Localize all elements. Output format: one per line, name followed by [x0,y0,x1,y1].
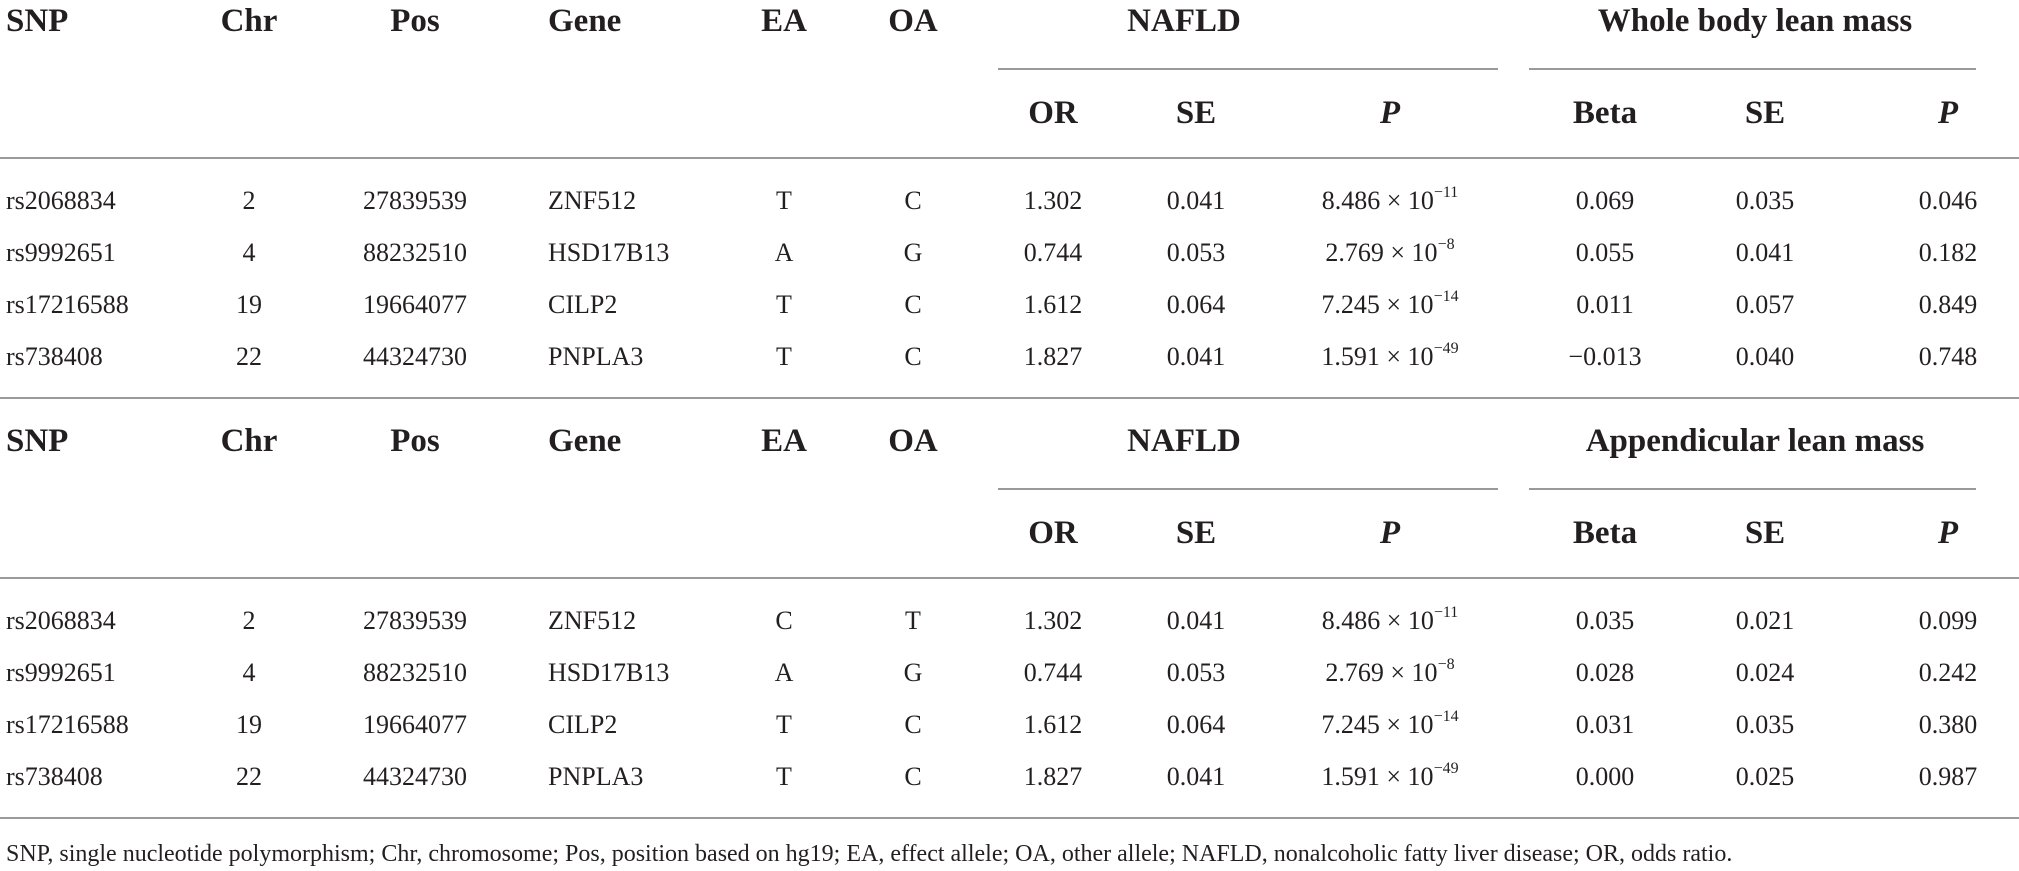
cell-or: 1.302 [1023,186,1083,215]
cell-oa: G [903,658,923,687]
header-gene: Gene [548,3,622,39]
cell-snp: rs2068834 [6,186,116,215]
cell-gene: PNPLA3 [548,342,644,371]
header-chr: Chr [220,3,278,39]
p-mantissa: 8.486 × 10 [1321,186,1434,215]
cell-oa: T [905,606,921,635]
cell-gene: HSD17B13 [548,238,670,267]
header-pos: Pos [390,3,440,39]
cell-or: 0.744 [1023,658,1083,687]
header-bottom-rule [0,157,2019,159]
cell-se2: 0.025 [1735,762,1795,791]
cell-chr: 19 [236,710,262,739]
cell-or: 1.612 [1023,290,1083,319]
cell-snp: rs9992651 [6,658,116,687]
cell-beta: 0.000 [1575,762,1635,791]
cell-se2: 0.024 [1735,658,1795,687]
header-chr: Chr [220,423,278,459]
cell-ea: A [774,658,794,687]
cell-pos: 19664077 [363,710,467,739]
cell-se1: 0.053 [1166,238,1226,267]
cell-se2: 0.040 [1735,342,1795,371]
cell-se2: 0.035 [1735,186,1795,215]
p-exponent: −11 [1433,604,1459,621]
cell-p2: 0.242 [1918,658,1978,687]
header-snp: SNP [6,3,69,39]
table-bottom-rule [0,817,2019,819]
cell-beta: 0.031 [1575,710,1635,739]
cell-gene: ZNF512 [548,186,637,215]
p-mantissa: 8.486 × 10 [1321,606,1434,635]
cell-p2: 0.182 [1918,238,1978,267]
cell-chr: 2 [242,186,256,215]
subheader-p2: P [1937,515,1959,551]
cell-gene: ZNF512 [548,606,637,635]
cell-beta: 0.035 [1575,606,1635,635]
cell-p2: 0.987 [1918,762,1978,791]
header-pos: Pos [390,423,440,459]
group-rule-nafld [998,68,1498,70]
cell-or: 1.827 [1023,342,1083,371]
header-ea: EA [761,423,807,459]
subheader-or: OR [1028,95,1078,131]
cell-or: 0.744 [1023,238,1083,267]
cell-se2: 0.041 [1735,238,1795,267]
cell-ea: T [776,290,792,319]
cell-chr: 19 [236,290,262,319]
cell-p2: 0.099 [1918,606,1978,635]
subheader-beta: Beta [1572,95,1638,131]
cell-p1 [1321,604,1459,635]
cell-snp: rs17216588 [6,290,129,319]
cell-se2: 0.035 [1735,710,1795,739]
cell-snp: rs738408 [6,762,103,791]
cell-pos: 44324730 [363,342,467,371]
cell-se1: 0.041 [1166,186,1226,215]
cell-gene: PNPLA3 [548,762,644,791]
header-bottom-rule [0,577,2019,579]
cell-se1: 0.053 [1166,658,1226,687]
cell-se1: 0.041 [1166,342,1226,371]
cell-p1 [1321,288,1459,319]
p-exponent: −8 [1437,236,1455,253]
group-rule-nafld [998,488,1498,490]
cell-ea: T [776,186,792,215]
p-mantissa: 2.769 × 10 [1325,238,1438,267]
cell-beta: 0.055 [1575,238,1635,267]
cell-pos: 88232510 [363,658,467,687]
cell-ea: T [776,762,792,791]
table-bottom-rule [0,397,2019,399]
subheader-se2: SE [1744,515,1786,551]
cell-se2: 0.057 [1735,290,1795,319]
cell-p1 [1325,236,1455,267]
subheader-p1: P [1379,95,1401,131]
cell-p1 [1321,760,1459,791]
cell-chr: 22 [236,342,262,371]
cell-beta: 0.069 [1575,186,1635,215]
cell-oa: C [904,186,922,215]
cell-or: 1.612 [1023,710,1083,739]
group-title-nafld: NAFLD [1127,3,1241,39]
cell-oa: C [904,290,922,319]
cell-p2: 0.849 [1918,290,1978,319]
cell-p2: 0.380 [1918,710,1978,739]
p-mantissa: 2.769 × 10 [1325,658,1438,687]
group-title-lean-mass: Whole body lean mass [1597,3,1913,39]
cell-snp: rs9992651 [6,238,116,267]
cell-chr: 22 [236,762,262,791]
cell-or: 1.827 [1023,762,1083,791]
header-ea: EA [761,3,807,39]
cell-oa: C [904,762,922,791]
p-mantissa: 1.591 × 10 [1321,762,1434,791]
subheader-p1: P [1379,515,1401,551]
cell-se1: 0.041 [1166,606,1226,635]
group-title-nafld: NAFLD [1127,423,1241,459]
cell-beta: −0.013 [1568,342,1642,371]
cell-gene: CILP2 [548,710,618,739]
p-exponent: −14 [1433,708,1459,725]
subheader-beta: Beta [1572,515,1638,551]
cell-gene: CILP2 [548,290,618,319]
cell-pos: 27839539 [363,186,467,215]
cell-se1: 0.064 [1166,290,1226,319]
cell-ea: C [775,606,793,635]
header-oa: OA [888,423,938,459]
table-footnote: SNP, single nucleotide polymorphism; Chr, chromosome; Pos, position based on hg19; EA, effect allele; OA, other allele; NAFLD, nonalcoholic fatty liver disease; OR, odds ratio. [6,841,1733,867]
cell-chr: 2 [242,606,256,635]
p-exponent: −11 [1433,184,1459,201]
p-exponent: −8 [1437,656,1455,673]
cell-pos: 27839539 [363,606,467,635]
cell-ea: A [774,238,794,267]
cell-gene: HSD17B13 [548,658,670,687]
p-mantissa: 7.245 × 10 [1321,710,1434,739]
cell-p2: 0.748 [1918,342,1978,371]
cell-p1 [1325,656,1455,687]
cell-oa: C [904,710,922,739]
cell-pos: 88232510 [363,238,467,267]
subheader-se2: SE [1744,95,1786,131]
header-gene: Gene [548,423,622,459]
cell-snp: rs17216588 [6,710,129,739]
group-rule-lean-mass [1529,68,1976,70]
group-rule-lean-mass [1529,488,1976,490]
cell-snp: rs2068834 [6,606,116,635]
subheader-or: OR [1028,515,1078,551]
cell-ea: T [776,710,792,739]
p-exponent: −49 [1433,760,1459,777]
cell-oa: G [903,238,923,267]
cell-ea: T [776,342,792,371]
cell-p1 [1321,708,1459,739]
cell-beta: 0.028 [1575,658,1635,687]
cell-se1: 0.064 [1166,710,1226,739]
p-exponent: −14 [1433,288,1459,305]
subheader-se1: SE [1175,95,1217,131]
subheader-se1: SE [1175,515,1217,551]
cell-beta: 0.011 [1576,290,1634,319]
p-exponent: −49 [1433,340,1459,357]
cell-oa: C [904,342,922,371]
cell-p1 [1321,340,1459,371]
p-mantissa: 7.245 × 10 [1321,290,1434,319]
cell-se1: 0.041 [1166,762,1226,791]
group-title-lean-mass: Appendicular lean mass [1585,423,1925,459]
cell-p1 [1321,184,1459,215]
cell-p2: 0.046 [1918,186,1978,215]
cell-pos: 19664077 [363,290,467,319]
cell-or: 1.302 [1023,606,1083,635]
header-snp: SNP [6,423,69,459]
cell-snp: rs738408 [6,342,103,371]
cell-se2: 0.021 [1735,606,1795,635]
header-oa: OA [888,3,938,39]
subheader-p2: P [1937,95,1959,131]
cell-chr: 4 [242,658,256,687]
cell-pos: 44324730 [363,762,467,791]
cell-chr: 4 [242,238,256,267]
p-mantissa: 1.591 × 10 [1321,342,1434,371]
